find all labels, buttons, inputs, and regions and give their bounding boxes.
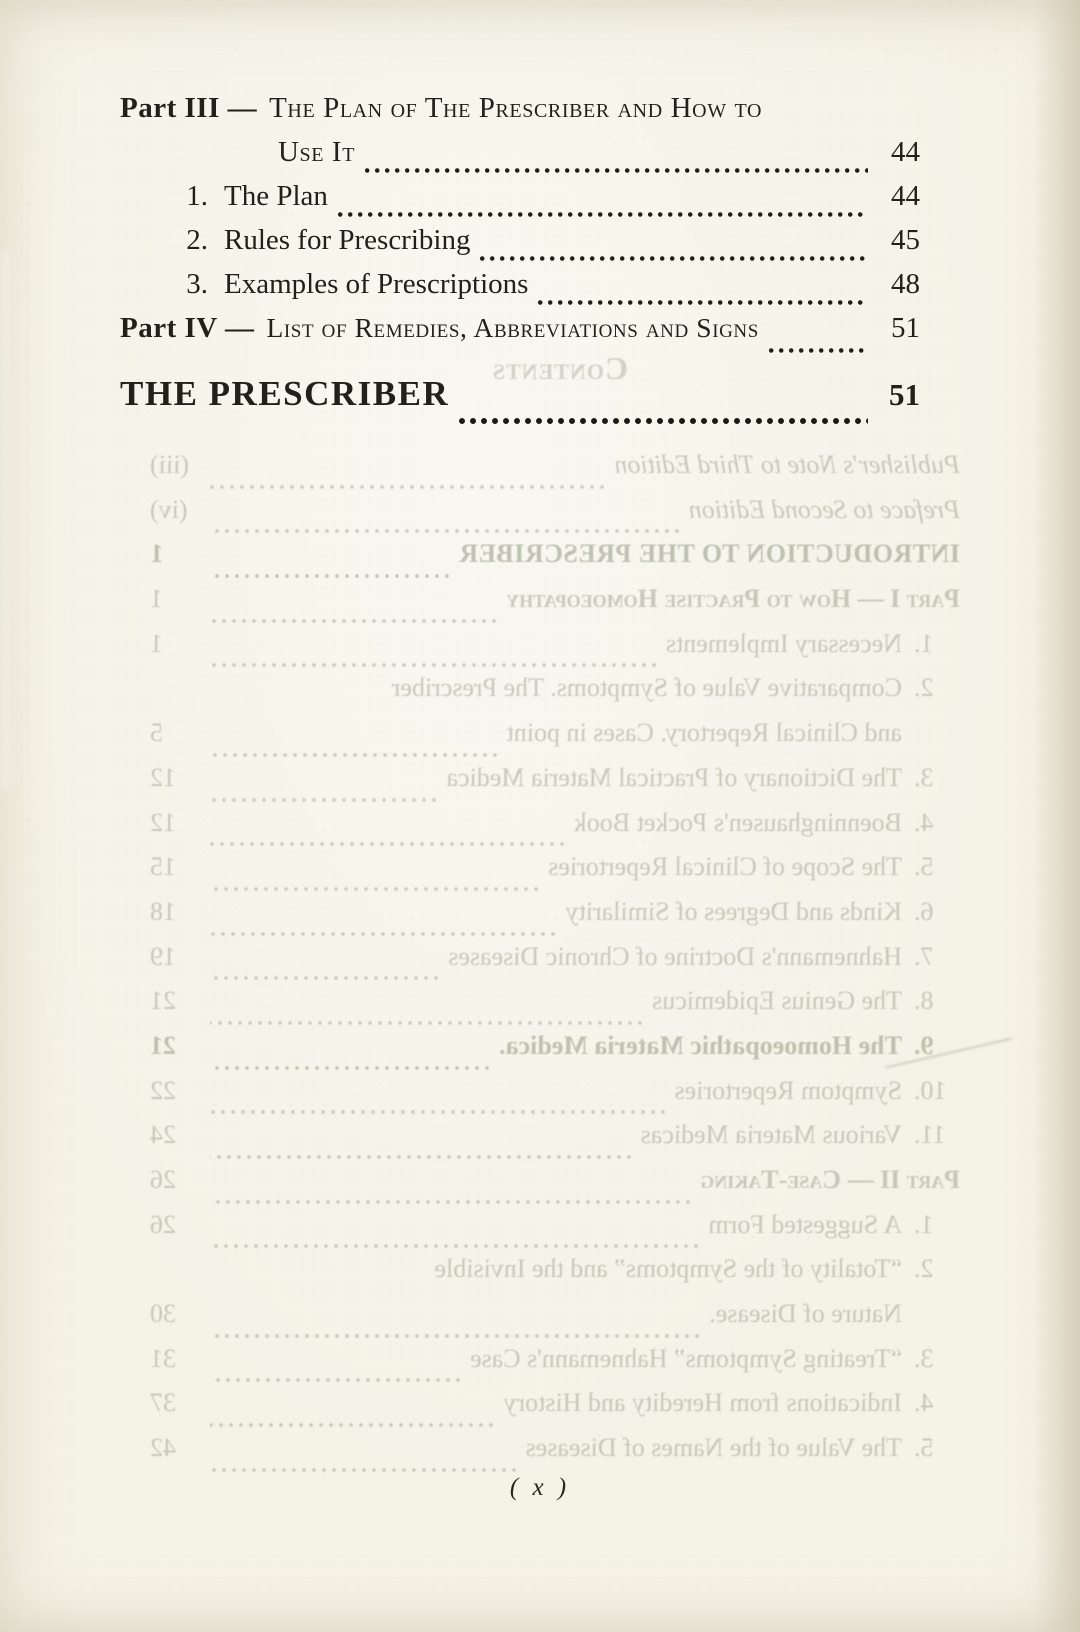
bleed-entry-label: Hahnemann's Doctrine of Chronic Diseases <box>448 941 902 971</box>
bleed-row <box>150 1299 960 1344</box>
bleed-dot-leader <box>210 485 604 489</box>
bleed-row <box>150 1254 960 1299</box>
bleed-entry-number: 1. <box>914 1209 934 1239</box>
bleed-entry-label: Publisher's Note to Third Edition <box>614 450 960 479</box>
bleed-dot-leader <box>210 1244 698 1248</box>
bleed-entry-label: A Suggested Form <box>708 1209 902 1239</box>
toc-entry-part3-line1 <box>120 92 920 136</box>
bleed-dot-leader <box>210 842 564 846</box>
bleed-row <box>150 1210 960 1255</box>
bleed-page-number: 1 <box>150 539 164 569</box>
bleed-page-number: (iv) <box>150 494 188 524</box>
bleed-dot-leader <box>210 1110 665 1114</box>
bleed-page-number: 26 <box>150 1209 176 1239</box>
bleed-page-number: 12 <box>150 807 176 837</box>
bleed-page-number: 37 <box>150 1388 176 1418</box>
bleed-entry-number: 10. <box>914 1075 947 1105</box>
bleed-dot-leader <box>210 887 538 891</box>
bleed-row <box>150 450 960 495</box>
bleed-row <box>150 1120 960 1165</box>
bleed-row <box>150 763 960 808</box>
bleed-row <box>150 1388 960 1433</box>
bleed-entry-label: The Dictionary of Practical Materia Medica <box>446 762 902 792</box>
part3-page-number: 44 <box>891 136 920 168</box>
entry-number: 2. <box>186 224 208 256</box>
bleed-page-number: 31 <box>150 1343 176 1373</box>
bleed-row <box>150 584 960 629</box>
bleed-entry-label: Part II — Case-Taking <box>700 1165 960 1194</box>
bleedthrough-contents-heading: Contents <box>491 350 629 386</box>
dot-leader <box>338 212 868 217</box>
bleed-entry-label: Nature of Disease. <box>709 1299 902 1329</box>
bleed-page-number: 22 <box>150 1075 176 1105</box>
bleed-page-number: 12 <box>150 762 176 792</box>
bleed-row <box>150 718 960 763</box>
bleed-entry-label: The Genius Epidemicus <box>652 986 902 1016</box>
bleed-page-number: 19 <box>150 941 176 971</box>
entry-page-number: 45 <box>891 224 920 256</box>
bleed-row <box>150 673 960 718</box>
bleed-entry-label: Boenninghausen's Pocket Book <box>573 807 902 837</box>
page-footer <box>0 1474 1080 1502</box>
part3-label: Part III — <box>120 92 258 124</box>
bleed-entry-label: Kinds and Degrees of Similarity <box>565 896 902 926</box>
bleed-row <box>150 808 960 853</box>
part3-title-line1: The Plan of The Prescriber and How to <box>269 92 763 124</box>
part3-title-line2: Use It <box>278 136 356 168</box>
bleed-row <box>150 1165 960 1210</box>
part4-title: List of Remedies, Abbreviations and Signs <box>266 312 759 343</box>
bleed-row <box>150 1433 960 1478</box>
dot-leader <box>459 418 868 424</box>
entry-label: Examples of Prescriptions <box>224 268 529 300</box>
bleed-row <box>150 942 960 987</box>
bleed-dot-leader <box>210 1066 489 1070</box>
bleed-dot-leader <box>210 574 449 578</box>
toc-entry-book-title <box>120 360 920 432</box>
bleed-entry-label: Necessary Implements <box>665 628 902 658</box>
bleed-row <box>150 495 960 540</box>
bleed-page-number: 30 <box>150 1299 176 1329</box>
bleed-entry-number: 5. <box>914 1433 934 1463</box>
bleed-page-number: 24 <box>150 1120 176 1150</box>
toc-main <box>120 92 920 432</box>
bleed-dot-leader <box>210 1021 642 1025</box>
bleed-entry-label: Preface to Second Edition <box>688 494 960 524</box>
bleed-entry-number: 1. <box>914 628 934 658</box>
bleed-row <box>150 1344 960 1389</box>
bleed-entry-number: 9. <box>914 1030 934 1060</box>
bleed-entry-label: “Treating Symptoms” Hahnemann's Case <box>470 1343 902 1373</box>
page-number: ( x ) <box>509 1474 571 1501</box>
bleed-row <box>150 897 960 942</box>
bleed-entry-number: 7. <box>914 941 934 971</box>
bleed-entry-label: Part I — How to Practise Homoeopathy <box>506 584 960 614</box>
bleed-page-number: 21 <box>150 1030 176 1060</box>
bleed-entry-label: Comparative Value of Symptoms. The Prescriber <box>391 673 902 703</box>
entry-label: The Plan <box>224 180 328 212</box>
bleed-dot-leader <box>210 529 679 533</box>
bleed-dot-leader <box>210 663 656 667</box>
entry-page-number: 44 <box>891 180 920 212</box>
bleed-entry-label: The Value of the Names of Diseases <box>525 1433 902 1463</box>
bleed-page-number: 26 <box>150 1165 176 1194</box>
part4-page-number: 51 <box>891 312 920 344</box>
bleed-page-number: (iii) <box>150 450 189 479</box>
dot-leader <box>769 348 868 353</box>
bleed-entry-label: Symptom Repertories <box>674 1075 902 1105</box>
bleed-dot-leader <box>210 798 436 802</box>
bleed-dot-leader <box>210 619 496 623</box>
toc-entry-part3-line2 <box>120 136 920 180</box>
bleed-row <box>150 629 960 674</box>
toc-entry-rules-for-prescribing <box>120 224 920 268</box>
bleed-dot-leader <box>210 1468 516 1472</box>
bleed-page-number: 5 <box>150 718 163 748</box>
dot-leader <box>480 256 868 261</box>
bleed-entry-number: 8. <box>914 986 934 1016</box>
bleed-row <box>150 852 960 897</box>
bleed-page-number: 15 <box>150 852 176 882</box>
bleed-dot-leader <box>210 753 497 757</box>
toc-entry-part4 <box>120 312 920 360</box>
bleed-entry-number: 6. <box>914 896 934 926</box>
toc-entry-examples-of-prescriptions <box>120 268 920 312</box>
bleed-page-number: 18 <box>150 896 176 926</box>
bleed-dot-leader <box>210 1155 631 1159</box>
bleed-entry-label: “Totality of the Symptoms” and the Invisible <box>434 1254 902 1284</box>
bleed-entry-number: 2. <box>914 673 934 703</box>
bleed-entry-number: 5. <box>914 852 934 882</box>
bleed-entry-number: 3. <box>914 1343 934 1373</box>
bleed-row <box>150 539 960 584</box>
bleed-dot-leader <box>210 976 438 980</box>
bleed-dot-leader <box>210 1200 690 1204</box>
bleed-row <box>150 1076 960 1121</box>
entry-page-number: 48 <box>891 268 920 300</box>
bleed-page-number: 1 <box>150 584 163 614</box>
bleed-page-number: 42 <box>150 1433 176 1463</box>
bleed-entry-label: Indications from Heredity and History <box>503 1388 902 1418</box>
bleed-entry-number: 4. <box>914 1388 934 1418</box>
entry-number: 1. <box>186 180 208 212</box>
book-title-page-number: 51 <box>889 377 920 412</box>
page-edge-highlight <box>0 250 9 790</box>
bleedthrough-contents <box>150 450 960 1478</box>
bleed-entry-number: 11. <box>914 1120 946 1150</box>
bleed-entry-number: 2. <box>914 1254 934 1284</box>
bleed-dot-leader <box>210 932 556 936</box>
bleed-page-number: 1 <box>150 628 163 658</box>
bleed-row <box>150 1031 960 1076</box>
part4-label: Part IV — <box>120 312 255 344</box>
bleedthrough-rows <box>150 450 960 1478</box>
bleed-entry-label: The Scope of Clinical Repertories <box>548 852 902 882</box>
bleed-row <box>150 986 960 1031</box>
dot-leader <box>365 168 868 173</box>
bleed-entry-label: and Clinical Repertory. Cases in point <box>506 718 902 748</box>
bleed-entry-number: 4. <box>914 807 934 837</box>
toc-entry-the-plan <box>120 180 920 224</box>
bleed-dot-leader <box>210 1423 493 1427</box>
bleed-entry-label: Various Materia Medicas <box>640 1120 902 1150</box>
page-edge-shading <box>1034 0 1080 1632</box>
entry-label: Rules for Prescribing <box>224 224 471 256</box>
bleed-entry-number: 3. <box>914 762 934 792</box>
bleed-dot-leader <box>210 1334 699 1338</box>
bleed-entry-label: INTRODUCTION TO THE PRESCRIBER <box>458 539 960 569</box>
bleed-dot-leader <box>210 1378 460 1382</box>
bleed-entry-label: The Homoeopathic Materia Medica. <box>499 1030 902 1060</box>
book-title: THE PRESCRIBER <box>120 374 450 413</box>
entry-number: 3. <box>186 268 208 300</box>
bleed-page-number: 21 <box>150 986 176 1016</box>
dot-leader <box>538 300 868 305</box>
